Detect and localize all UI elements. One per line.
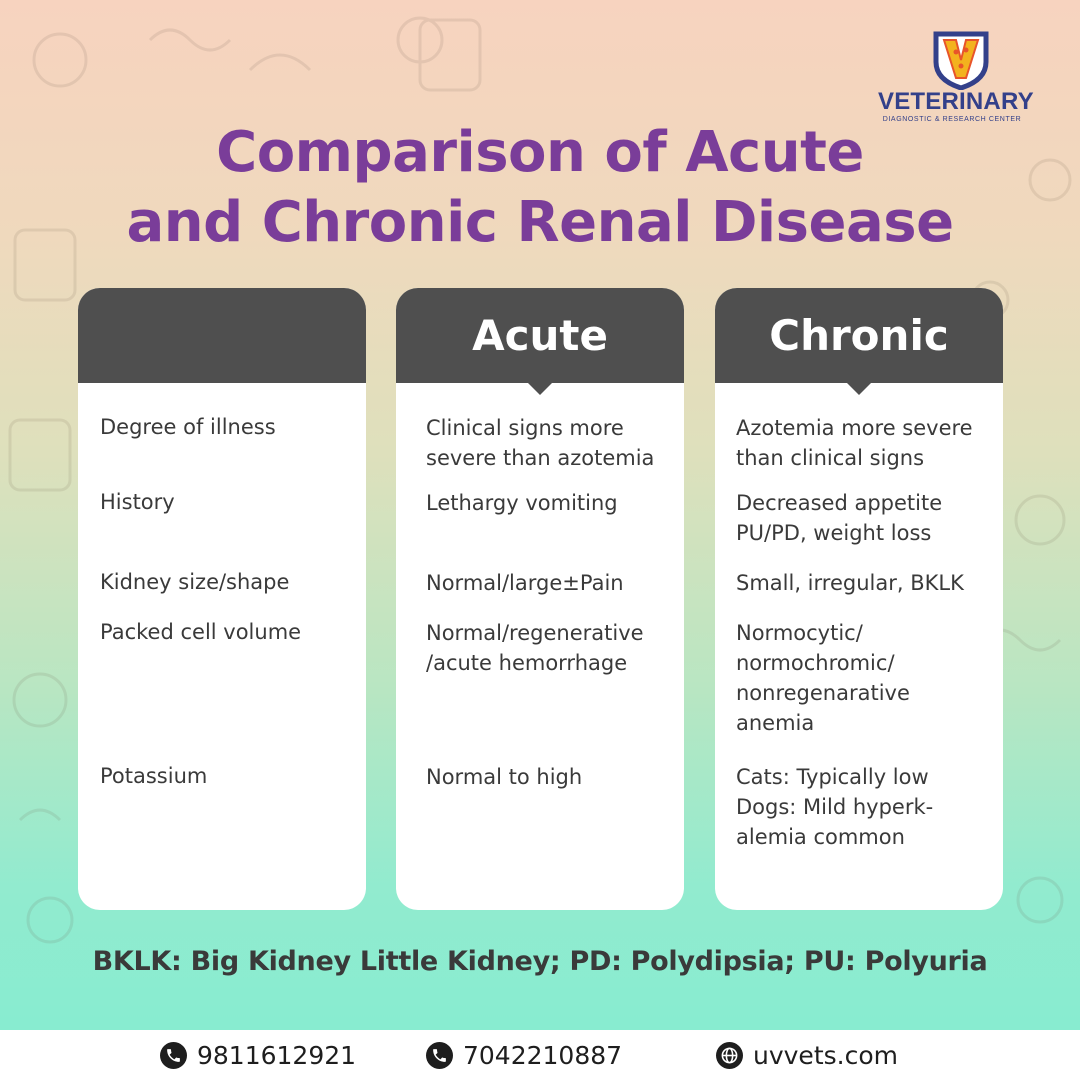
chronic-potassium-line-1: Cats: Typically low	[736, 765, 929, 789]
chronic-history-line-2: PU/PD, weight loss	[736, 521, 932, 545]
chronic-kidney-line-1: Small, irregular, BKLK	[736, 571, 964, 595]
chronic-column	[715, 288, 1003, 910]
page-title	[0, 118, 1080, 258]
chronic-potassium-line-3: alemia common	[736, 825, 905, 849]
title-line-2: and Chronic Renal Disease	[126, 190, 954, 255]
chronic-degree-line-1: Azotemia more severe	[736, 416, 973, 440]
chronic-pcv-line-2: normochromic/	[736, 651, 895, 675]
param-kidney-size-shape: Kidney size/shape	[100, 570, 290, 594]
title-line-1: Comparison of Acute	[216, 120, 864, 185]
acute-potassium	[426, 762, 670, 792]
acute-header	[396, 288, 684, 383]
phone-icon	[426, 1042, 453, 1069]
phone-contact-2[interactable]	[426, 1040, 622, 1070]
acute-column	[396, 288, 684, 910]
acute-header-pointer	[528, 383, 552, 395]
shield-v-logo-icon	[930, 28, 992, 90]
chronic-degree-of-illness	[736, 413, 997, 473]
chronic-degree-line-2: than clinical signs	[736, 446, 925, 470]
abbreviations-footnote: BKLK: Big Kidney Little Kidney; PD: Polydipsia; PU: Polyuria	[92, 946, 988, 977]
brand-tagline: DIAGNOSTIC & RESEARCH CENTER	[882, 116, 1022, 123]
acute-pcv-line-2: /acute hemorrhage	[426, 651, 628, 675]
chronic-potassium-line-2: Dogs: Mild hyperk-	[736, 795, 934, 819]
chronic-header	[715, 288, 1003, 383]
chronic-pcv-line-4: anemia	[736, 711, 815, 735]
acute-history	[426, 488, 670, 518]
website-contact[interactable]	[716, 1040, 898, 1070]
chronic-history-line-1: Decreased appetite	[736, 491, 943, 515]
chronic-pcv-line-1: Normocytic/	[736, 621, 863, 645]
acute-pcv-line-1: Normal/regenerative	[426, 621, 644, 645]
chronic-potassium	[736, 762, 997, 852]
brand-name: VETERINARY	[878, 88, 1034, 115]
acute-history-line-1: Lethargy vomiting	[426, 491, 618, 515]
website-url: uvvets.com	[753, 1040, 898, 1070]
chronic-packed-cell-volume	[736, 618, 997, 738]
acute-kidney-line-1: Normal/large±Pain	[426, 571, 624, 595]
globe-icon	[716, 1042, 743, 1069]
chronic-pcv-line-3: nonregenarative	[736, 681, 910, 705]
acute-packed-cell-volume	[426, 618, 670, 678]
acute-kidney-size-shape	[426, 568, 670, 598]
parameter-header	[78, 288, 366, 383]
acute-header-label: Acute	[472, 311, 608, 360]
acute-potassium-line-1: Normal to high	[426, 765, 583, 789]
chronic-kidney-size-shape	[736, 568, 997, 598]
phone-number-1: 9811612921	[197, 1040, 357, 1070]
phone-contact-1[interactable]	[160, 1040, 356, 1070]
acute-degree-line-2: severe than azotemia	[426, 446, 655, 470]
chronic-history	[736, 488, 997, 548]
acute-degree-line-1: Clinical signs more	[426, 416, 624, 440]
contact-bar	[0, 1030, 1080, 1080]
parameter-column	[78, 288, 366, 910]
phone-icon	[160, 1042, 187, 1069]
param-history: History	[100, 490, 175, 514]
phone-number-2: 7042210887	[463, 1040, 623, 1070]
chronic-header-label: Chronic	[769, 311, 949, 360]
param-degree-of-illness: Degree of illness	[100, 415, 276, 439]
param-potassium: Potassium	[100, 764, 208, 788]
chronic-header-pointer	[847, 383, 871, 395]
param-packed-cell-volume: Packed cell volume	[100, 620, 302, 644]
brand-logo	[878, 28, 1034, 128]
acute-degree-of-illness	[426, 413, 670, 473]
